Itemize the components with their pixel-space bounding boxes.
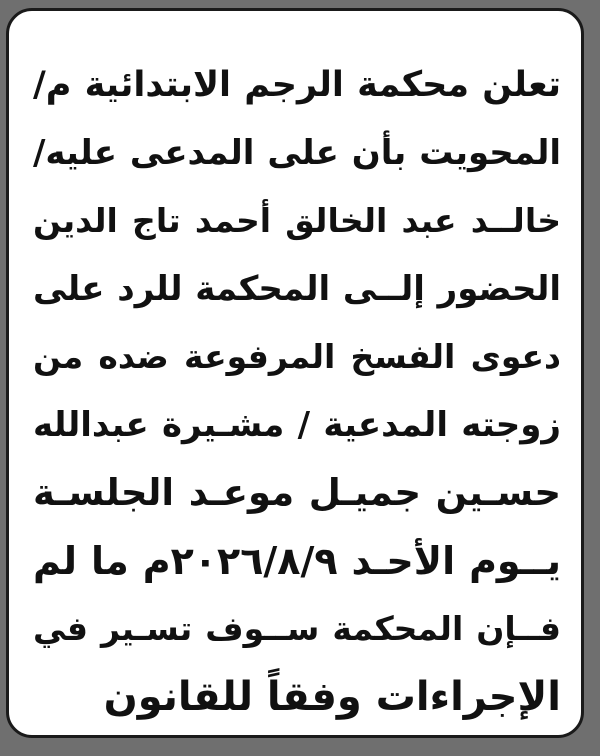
notice-line: يــوم الأحـد ٢٠٢٦/٨/٩م ما لم	[33, 539, 561, 583]
notice-line: المحويت بأن على المدعى عليه/	[33, 133, 561, 173]
notice-line: حسـين جميـل موعـد الجلسـة	[33, 471, 561, 514]
notice-line: خالــد عبد الخالق أحمد تاج الدين	[33, 201, 561, 240]
notice-text	[33, 51, 561, 731]
notice-line: فــإن المحكمة ســوف تسـير في	[33, 609, 561, 648]
notice-line: الحضور إلــى المحكمة للرد على	[33, 269, 561, 309]
notice-line: الإجراءات وفقاً للقانون	[103, 674, 561, 720]
notice-card	[6, 8, 584, 738]
notice-line: دعوى الفسخ المرفوعة ضده من	[33, 337, 561, 376]
notice-line: تعلن محكمة الرجم الابتدائية م/	[33, 65, 561, 105]
notice-line: زوجته المدعية / مشـيرة عبدالله	[33, 405, 561, 445]
